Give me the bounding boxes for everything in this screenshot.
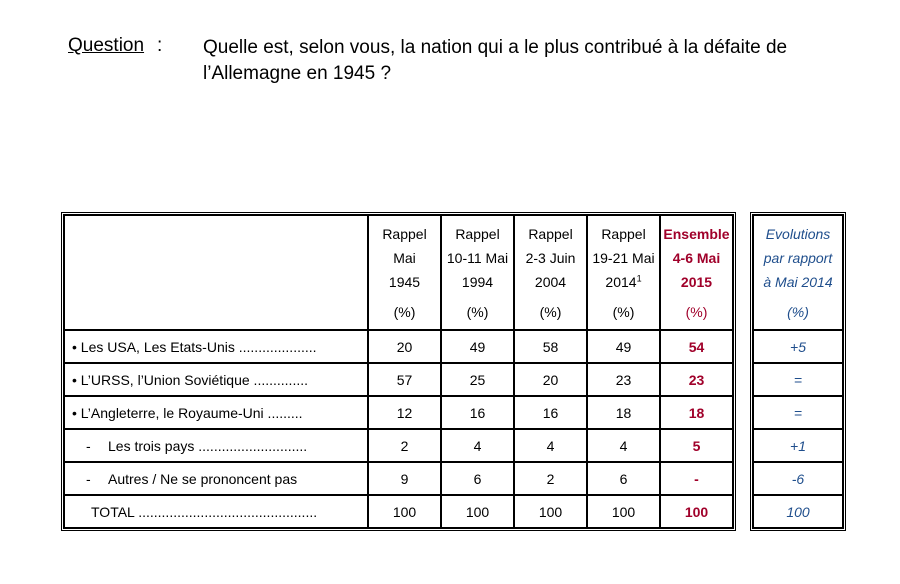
header-empty-cell [64,215,368,330]
cell-value: 2 [514,462,587,495]
question-label: Question [68,35,145,56]
cell-value: 2 [368,429,441,462]
header-col-2014: Rappel 19-21 Mai 2014$^1$ (%) [587,215,660,330]
cell-value: 20 [368,330,441,363]
cell-value: 49 [587,330,660,363]
cell-value: 12 [368,396,441,429]
table-row [64,462,733,495]
evolution-row [753,363,843,396]
evolution-row [753,429,843,462]
evolution-header-cell: Evolutions par rapport à Mai 2014 (%) [753,215,843,330]
cell-value: 16 [514,396,587,429]
evolution-value: = [753,363,843,396]
row-label: • L’Angleterre, le Royaume-Uni ......... [64,396,368,429]
question-colon: : [157,35,163,56]
evolution-table [750,212,846,531]
row-dash: - [86,470,91,487]
total-row [64,495,733,528]
table-row [64,363,733,396]
cell-value: 49 [441,330,514,363]
row-label: - Les trois pays ............................ [64,429,368,462]
cell-value: 100 [587,495,660,528]
header-col-2004: Rappel 2-3 Juin 2004 (%) [514,215,587,330]
evolution-row [753,330,843,363]
cell-value: 18 [587,396,660,429]
evolution-row [753,495,843,528]
evolution-value: +1 [753,429,843,462]
question-text: Quelle est, selon vous, la nation qui a le plus contribué à la défaite de l’Allemagne en 1945 ? [203,37,788,84]
results-table [61,212,736,531]
evolution-value: +5 [753,330,843,363]
evolution-row [753,396,843,429]
cell-value: 58 [514,330,587,363]
cell-value: 20 [514,363,587,396]
cell-value: 6 [587,462,660,495]
cell-value: 23 [587,363,660,396]
cell-value: 4 [441,429,514,462]
evolution-value: = [753,396,843,429]
footnote-marker: 1 [636,272,642,283]
cell-value: 6 [441,462,514,495]
evolution-row [753,462,843,495]
cell-value-highlight: 100 [660,495,733,528]
cell-value-highlight: 54 [660,330,733,363]
evolution-value: -6 [753,462,843,495]
header-col-1945: Rappel Mai 1945 (%) [368,215,441,330]
row-label: TOTAL .............................................. [64,495,368,528]
cell-value: 4 [514,429,587,462]
evolution-value: 100 [753,495,843,528]
cell-value: 100 [368,495,441,528]
row-dash: - [86,437,91,454]
cell-value: 100 [441,495,514,528]
cell-value-highlight: - [660,462,733,495]
cell-value: 16 [441,396,514,429]
cell-value: 25 [441,363,514,396]
table-row [64,429,733,462]
evolution-header [753,215,843,330]
cell-value: 9 [368,462,441,495]
header-col-1994: Rappel 10-11 Mai 1994 (%) [441,215,514,330]
cell-value-highlight: 23 [660,363,733,396]
row-label: • L’URSS, l’Union Soviétique .............. [64,363,368,396]
cell-value: 100 [514,495,587,528]
header-row [64,215,733,330]
row-label: - Autres / Ne se prononcent pas [64,462,368,495]
cell-value: 57 [368,363,441,396]
cell-value: 4 [587,429,660,462]
cell-value-highlight: 18 [660,396,733,429]
header-col-2015: Ensemble 4-6 Mai 2015 (%) [660,215,733,330]
cell-value-highlight: 5 [660,429,733,462]
table-row [64,396,733,429]
table-row [64,330,733,363]
row-label: • Les USA, Les Etats-Unis .................... [64,330,368,363]
